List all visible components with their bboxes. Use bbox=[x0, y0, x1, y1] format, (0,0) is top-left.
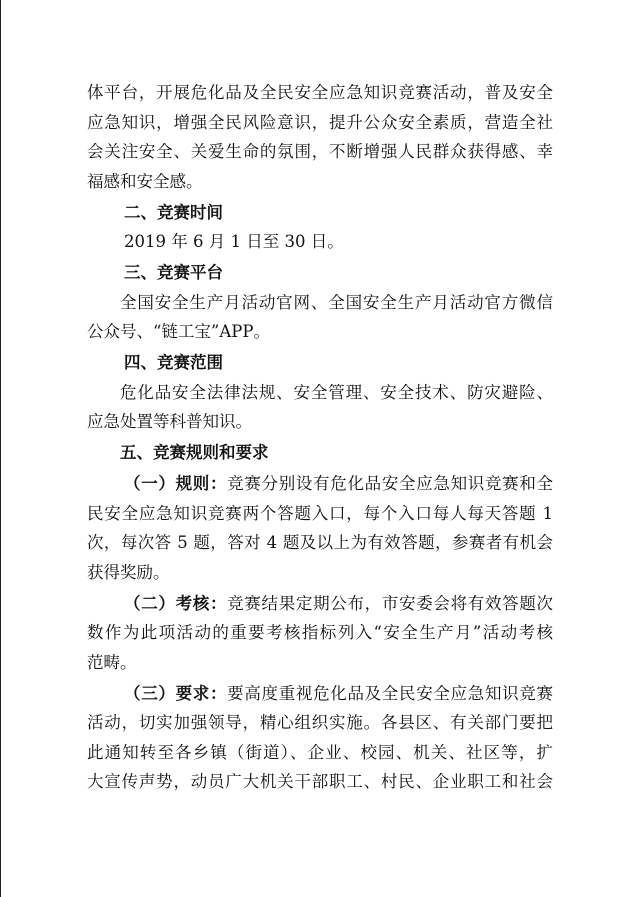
assess-label: （二）考核： bbox=[124, 593, 228, 613]
paragraph-line: 数作为此项活动的重要考核指标列入“安全生产月”活动考核 bbox=[87, 623, 553, 642]
paragraph-line: 公众号、“链工宝”APP。 bbox=[87, 322, 270, 341]
paragraph-line: 应急处置等科普知识。 bbox=[87, 412, 252, 431]
require-first-text: 要高度重视危化品及全民安全应急知识竞赛 bbox=[227, 683, 553, 703]
paragraph-line: 次，每次答 5 题，答对 4 题及以上为有效答题，参赛者有机会 bbox=[87, 533, 553, 552]
paragraph-line: 大宣传声势，动员广大机关干部职工、村民、企业职工和社会 bbox=[87, 772, 553, 791]
paragraph-line: 获得奖励。 bbox=[87, 562, 170, 582]
paragraph-line: 全国安全生产月活动官网、全国安全生产月活动官方微信 bbox=[120, 292, 553, 312]
paragraph-line: 危化品安全法律法规、安全管理、安全技术、防灾避险、 bbox=[120, 382, 553, 402]
require-first-line bbox=[87, 679, 553, 709]
intro-paragraph bbox=[87, 78, 553, 196]
paragraph-line: 活动，切实加强领导，精心组织实施。各县区、有关部门要把 bbox=[87, 713, 553, 732]
paragraph-line: 范畴。 bbox=[87, 652, 137, 672]
assess-first-line bbox=[87, 589, 553, 619]
paragraph-line: 体平台，开展危化品及全民安全应急知识竞赛活动，普及安全 bbox=[87, 83, 553, 102]
rule-first-text: 竞赛分别设有危化品安全应急知识竞赛和全 bbox=[227, 474, 553, 493]
paragraph-line: 此通知转至各乡镇（街道）、企业、校园、机关、社区等，扩 bbox=[87, 742, 553, 762]
paragraph-line: 应急知识，增强全民风险意识，提升公众安全素质，营造全社 bbox=[87, 112, 553, 132]
section-time-text: 2019 年 6 月 1 日至 30 日。 bbox=[124, 232, 344, 251]
document-body bbox=[87, 78, 553, 797]
rule-first-line bbox=[87, 469, 553, 499]
section-heading-rules: 五、竞赛规则和要求 bbox=[120, 443, 269, 462]
section-heading-platform: 三、竞赛平台 bbox=[124, 263, 223, 282]
assess-first-text: 竞赛结果定期公布，市安委会将有效答题次 bbox=[227, 593, 553, 613]
section-heading-scope: 四、竞赛范围 bbox=[124, 353, 223, 372]
section-heading-time: 二、竞赛时间 bbox=[124, 202, 223, 222]
page-edge-line bbox=[0, 0, 1, 897]
paragraph-line: 民安全应急知识竞赛两个答题入口，每个入口每人每天答题 1 bbox=[87, 503, 553, 523]
rule-label: （一）规则： bbox=[124, 474, 228, 493]
paragraph-line: 会关注安全、关爱生命的氛围，不断增强人民群众获得感、幸 bbox=[87, 142, 553, 161]
require-label: （三）要求： bbox=[124, 683, 228, 703]
paragraph-line: 福感和安全感。 bbox=[87, 171, 203, 191]
